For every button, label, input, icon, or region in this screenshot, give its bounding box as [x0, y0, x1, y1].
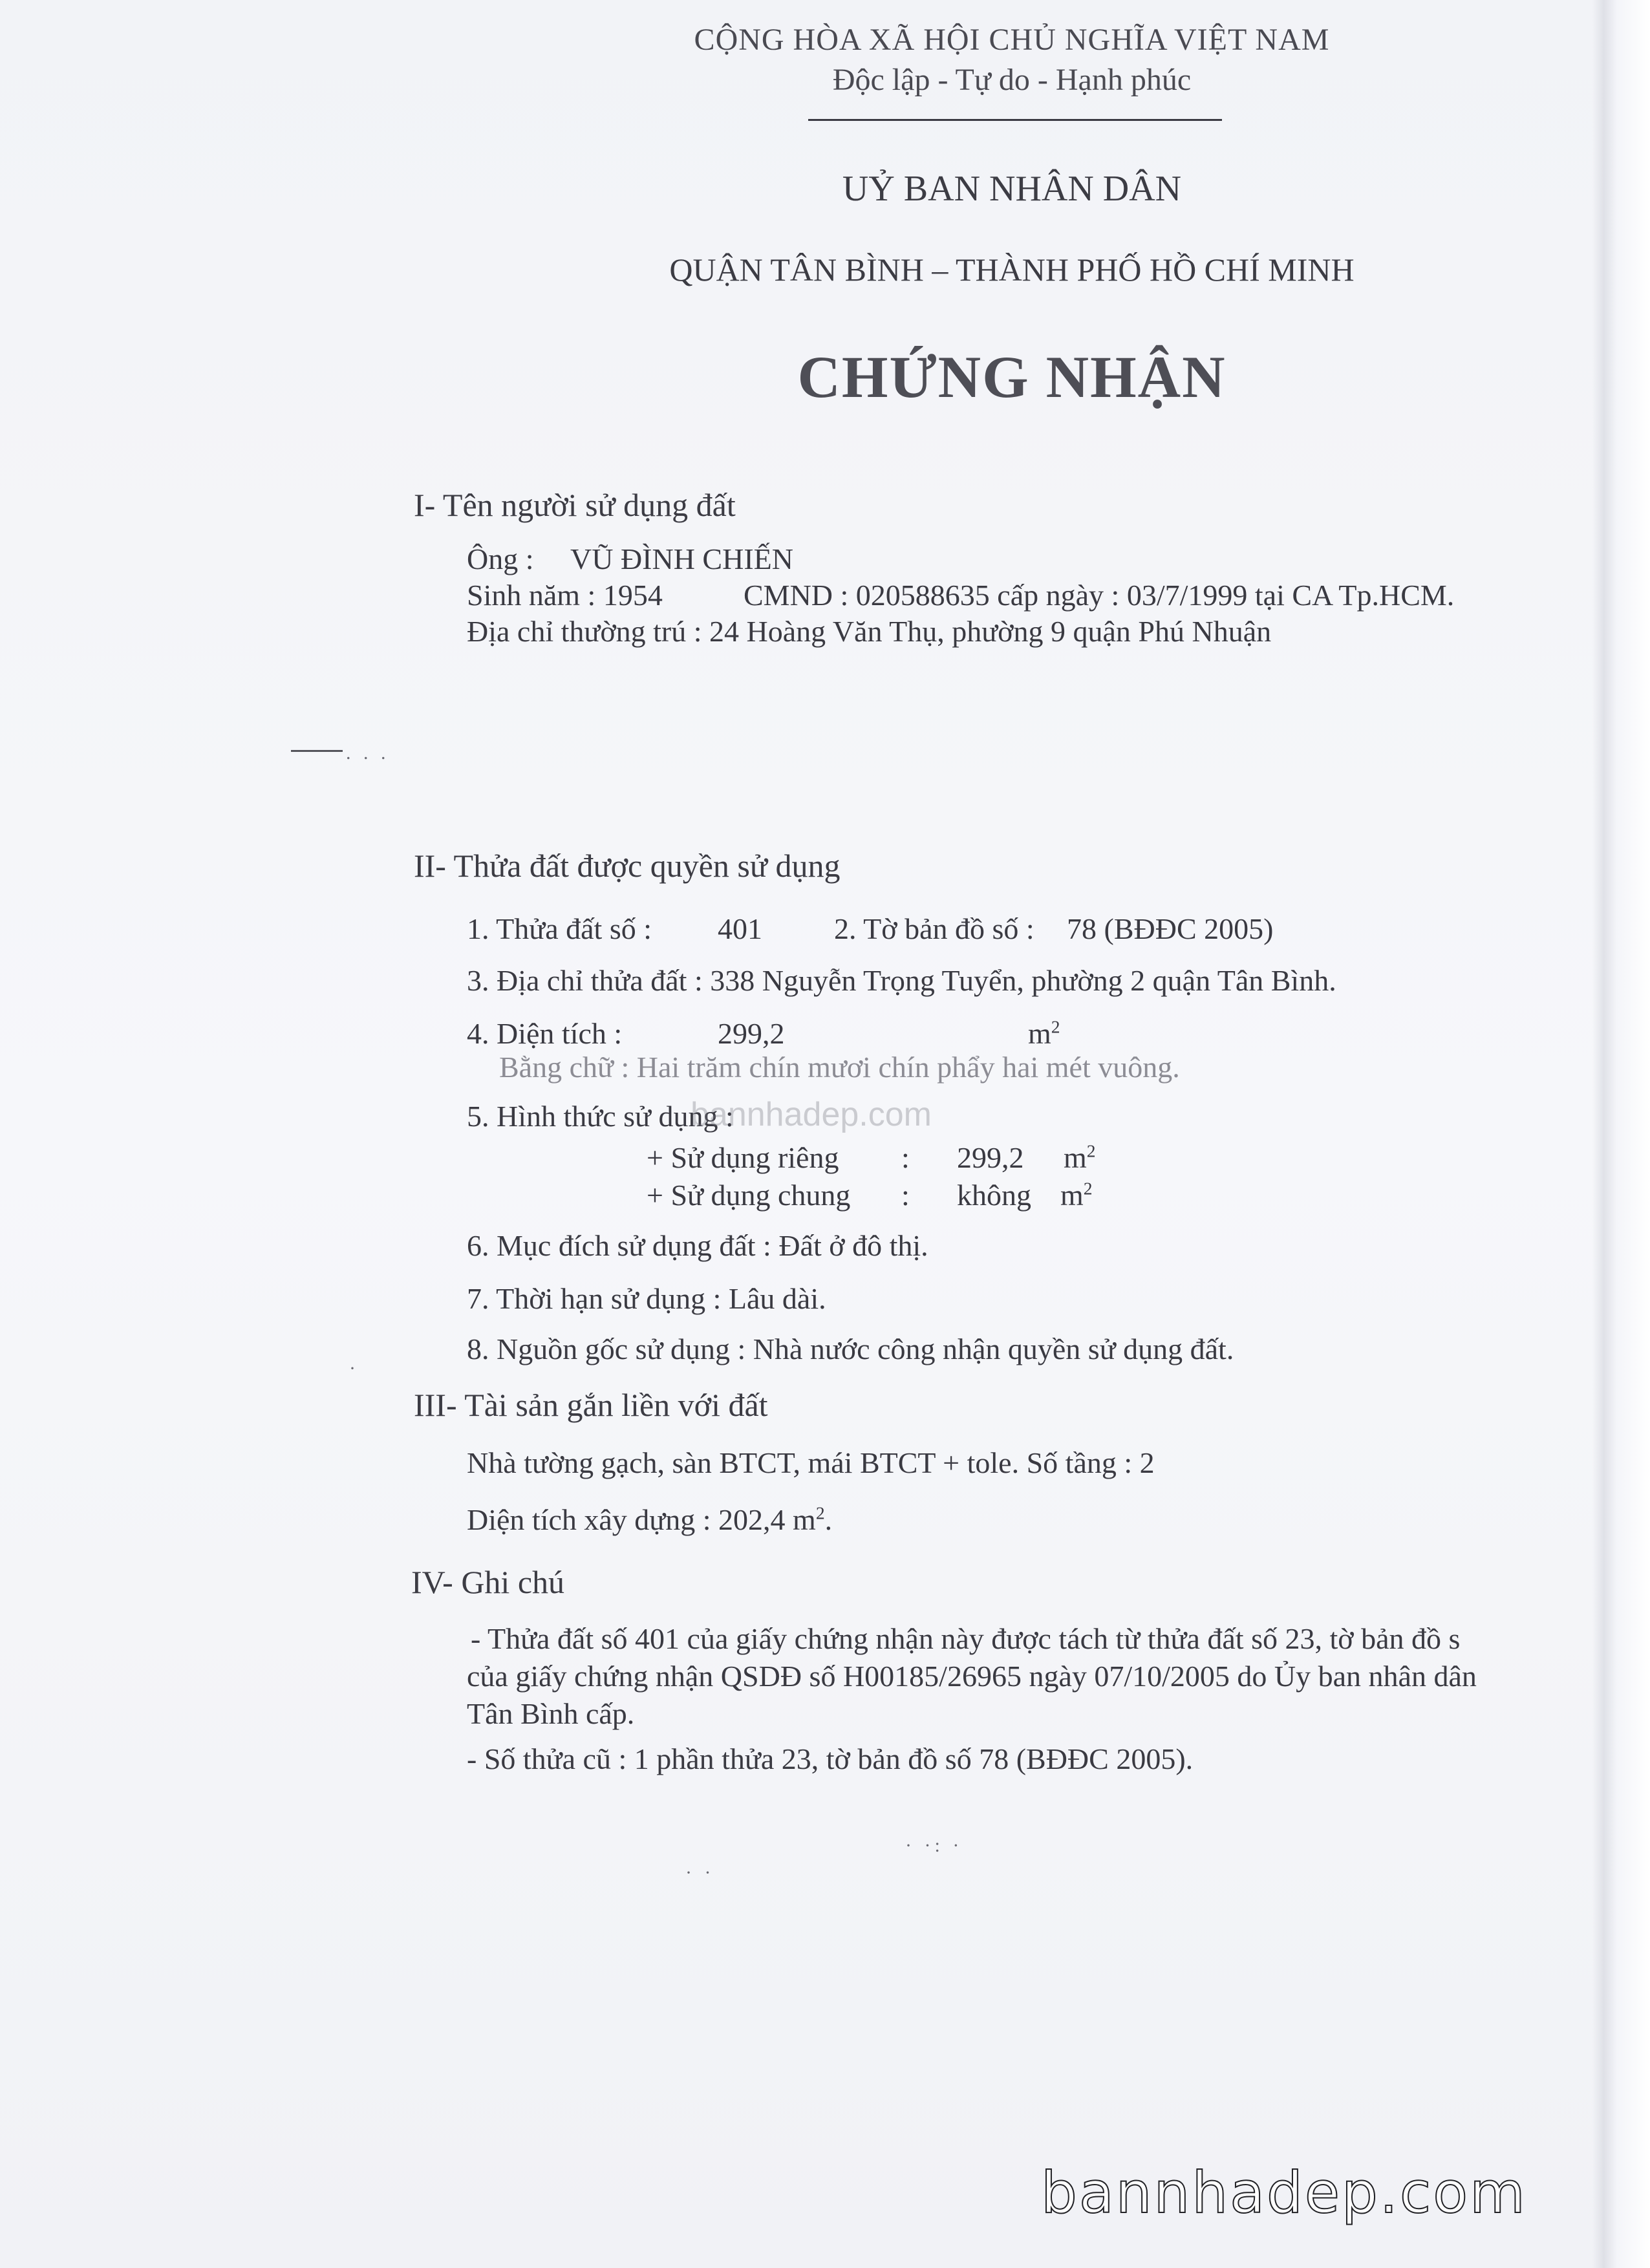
section-2-heading: II- Thửa đất được quyền sử dụng [414, 848, 841, 884]
issuing-authority: UỶ BAN NHÂN DÂN [842, 169, 1182, 209]
shared-use-unit: $m^2$ [1060, 1178, 1093, 1212]
private-use-colon: : [901, 1141, 910, 1174]
stray-dots: . . . [346, 742, 390, 764]
scan-specks: · · [685, 1862, 715, 1883]
area-label: 4. Diện tích : [467, 1017, 623, 1050]
shared-use-label: + Sử dụng chung [647, 1179, 851, 1212]
parcel-number-label: 1. Thửa đất số : [467, 912, 652, 945]
note-1-line-1: - Thửa đất số 401 của giấy chứng nhận này được tách từ thửa đất số 23, tờ bản đồ s [471, 1622, 1461, 1655]
land-address: 3. Địa chỉ thửa đất : 338 Nguyễn Trọng Tuyển, phường 2 quận Tân Bình. [467, 964, 1336, 997]
land-use-origin: 8. Nguồn gốc sử dụng : Nhà nước công nhận quyền sử dụng đất. [467, 1332, 1234, 1365]
note-1-line-3: Tân Bình cấp. [467, 1697, 635, 1730]
land-use-purpose: 6. Mục đích sử dụng đất : Đất ở đô thị. [467, 1229, 928, 1262]
section-4-heading: IV- Ghi chú [411, 1564, 565, 1600]
scan-speck: · [349, 1358, 359, 1379]
owner-birth-year: Sinh năm : 1954 [467, 579, 663, 612]
private-use-label: + Sử dụng riêng [647, 1141, 839, 1174]
owner-id-info: CMND : 020588635 cấp ngày : 03/7/1999 tại CA Tp.HCM. [744, 579, 1455, 612]
owner-name: VŨ ĐÌNH CHIẾN [570, 542, 793, 575]
owner-address: Địa chỉ thường trú : 24 Hoàng Văn Thụ, phường 9 quận Phú Nhuận [467, 615, 1272, 648]
owner-prefix: Ông : [467, 542, 534, 575]
document-title: CHỨNG NHẬN [797, 344, 1227, 410]
scan-specks: · ·: · [905, 1835, 963, 1856]
private-use-unit: $m^2$ [1064, 1140, 1096, 1174]
map-sheet-label: 2. Tờ bản đồ số : [834, 912, 1034, 945]
national-title: CỘNG HÒA XÃ HỘI CHỦ NGHĨA VIỆT NAM [694, 23, 1330, 57]
note-2: - Số thửa cũ : 1 phần thửa 23, tờ bản đồ số 78 (BĐĐC 2005). [467, 1742, 1194, 1775]
national-motto: Độc lập - Tự do - Hạnh phúc [832, 63, 1192, 97]
issuing-district: QUẬN TÂN BÌNH – THÀNH PHỐ HỒ CHÍ MINH [669, 251, 1355, 288]
inline-watermark: bannhadep.com [691, 1096, 932, 1133]
note-1-line-2: của giấy chứng nhận QSDĐ số H00185/26965 ngày 07/10/2005 do Ủy ban nhân dân [467, 1660, 1477, 1693]
footer-watermark: bannhadep.com [1041, 2159, 1527, 2226]
building-area: Diện tích xây dựng : 202,4 $m^2$. [467, 1503, 833, 1536]
motto-underline [808, 119, 1222, 121]
land-use-term: 7. Thời hạn sử dụng : Lâu dài. [467, 1282, 826, 1315]
area-value: 299,2 [718, 1017, 785, 1050]
area-in-words: Bằng chữ : Hai trăm chín mươi chín phẩy hai mét vuông. [499, 1051, 1180, 1084]
shared-use-value: không [957, 1179, 1031, 1212]
parcel-number: 401 [718, 912, 762, 945]
section-1-heading: I- Tên người sử dụng đất [414, 487, 736, 523]
map-sheet-number: 78 (BĐĐC 2005) [1067, 912, 1274, 945]
building-description: Nhà tường gạch, sàn BTCT, mái BTCT + tole. Số tầng : 2 [467, 1446, 1155, 1479]
stray-mark [291, 750, 343, 752]
section-3-heading: III- Tài sản gắn liền với đất [414, 1387, 768, 1423]
area-unit: $m^2$ [1028, 1016, 1060, 1050]
private-use-value: 299,2 [957, 1141, 1024, 1174]
shared-use-colon: : [901, 1179, 910, 1212]
usage-form-label: 5. Hình thức sử dụng : [467, 1100, 734, 1133]
